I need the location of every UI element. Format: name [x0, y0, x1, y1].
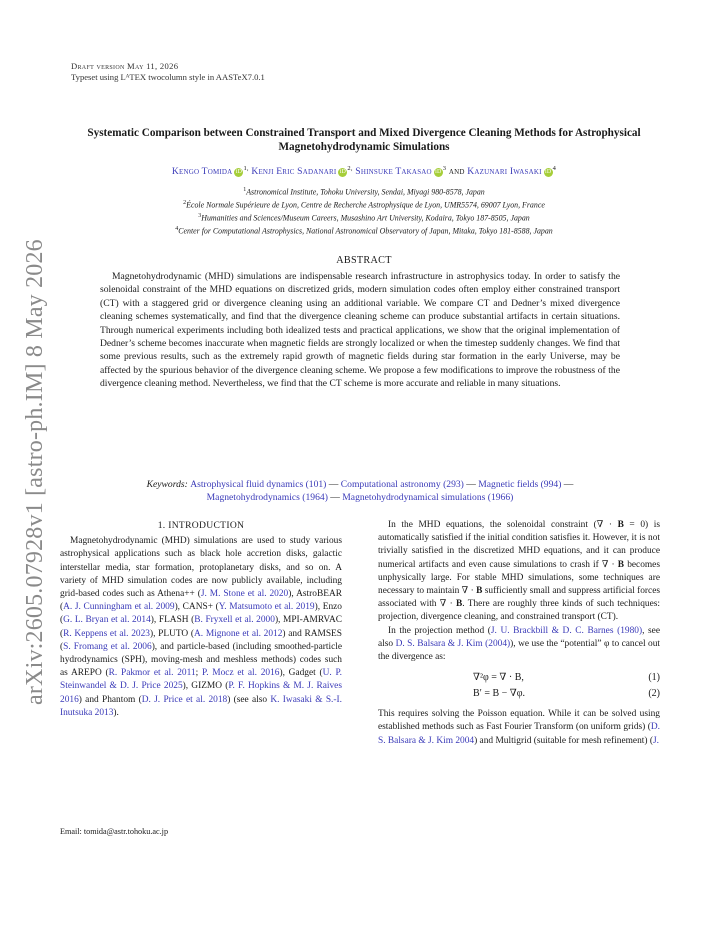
- corresponding-email[interactable]: Email: tomida@astr.tohoku.ac.jp: [60, 827, 169, 836]
- keywords-label: Keywords:: [146, 479, 191, 490]
- abstract-heading: ABSTRACT: [336, 255, 392, 266]
- citation-link[interactable]: A. J. Cunningham et al. 2009: [63, 602, 175, 613]
- citation-link[interactable]: P. F. Hopkins & M. J. Raives 2016: [60, 681, 342, 705]
- orcid-icon[interactable]: iD: [544, 169, 552, 176]
- citation-link[interactable]: D. S. Balsara & J. Kim (2004): [395, 638, 511, 649]
- affiliations: [60, 185, 668, 238]
- orcid-icon[interactable]: iD: [235, 169, 243, 176]
- author-affiliation-mark: 3: [442, 165, 447, 172]
- keyword-link[interactable]: Magnetohydrodynamics (1964): [206, 492, 328, 504]
- citation-link[interactable]: J. U. Brackbill & D. C. Barnes (1980): [490, 625, 643, 636]
- vector-symbol: B: [617, 520, 624, 530]
- intro-paragraph-2: In the MHD equations, the solenoidal constraint (∇ · B = 0) is automatically satisfied if the initial condition satisfies it. However, it is not trivially satisfied in the discretized MHD equations, and it can produce numerical artifacts and even cause simulations to crash if ∇ · B becomes unphysically large. For stable MHD simulations, some techniques are necessary to maintain ∇ · B sufficiently small and suppress artificial forces associated with ∇ · B. There are roughly three kinds of such techniques: projection, divergence cleaning, and constrained transport (CT).: [378, 520, 660, 623]
- affiliation-line: $^4$Center for Computational Astrophysics, National Astronomical Observatory of Japan, Mitaka, Tokyo 181-8588, Japan: [175, 226, 553, 236]
- right-column: [378, 519, 660, 748]
- author-name[interactable]: Shinsuke Takasao: [355, 166, 432, 178]
- citation-link[interactable]: J.: [652, 735, 659, 746]
- vector-symbol: B: [617, 559, 625, 570]
- affiliation-line: $^2$École Normale Supérieure de Lyon, Centre de Recherche Astrophysique de Lyon, UMR5574, 69007 Lyon, France: [183, 200, 545, 210]
- keyword-link[interactable]: Computational astronomy (293): [340, 479, 464, 490]
- author-and: and: [446, 166, 468, 178]
- intro-paragraph-4: This requires solving the Poisson equation. While it can be solved using established methods such as Fast Fourier Transform (on uniform grids) (D. S. Balsara & J. Kim 2004) and Multigrid (suitable for mesh refinement) (J.: [378, 709, 660, 746]
- equation-2: [378, 686, 660, 702]
- vector-symbol: B: [476, 586, 483, 597]
- affiliation-line: $^1$Astronomical Institute, Tohoku University, Sendai, Miyagi 980-8578, Japan: [243, 187, 485, 197]
- paper-title: Systematic Comparison between Constrained Transport and Mixed Divergence Cleaning Methods for Astrophysical Magnetohydrodynamic Simulations: [87, 127, 641, 153]
- equation-1-body: ∇²φ = ∇ · B,: [473, 672, 524, 684]
- citation-link[interactable]: D. J. Price et al. 2018: [141, 694, 228, 705]
- orcid-icon[interactable]: iD: [435, 169, 442, 176]
- citation-link[interactable]: P. Mocz et al. 2016: [202, 668, 280, 679]
- author-name[interactable]: Kenji Eric Sadanari: [251, 166, 337, 178]
- author-name[interactable]: Kazunari Iwasaki: [467, 166, 542, 178]
- equation-1: [378, 670, 660, 686]
- intro-paragraph-1: Magnetohydrodynamic (MHD) simulations are used to study various astrophysical applications such as black hole accretion disks, galactic interstellar media, star formation, protoplanetary disks, and so on. A variety of MHD simulation codes are now publicly available, including grid-based codes such as Athena++ (J. M. Stone et al. 2020), AstroBEAR (A. J. Cunningham et al. 2009), CANS+ (Y. Matsumoto et al. 2019), Enzo (G. L. Bryan et al. 2014), FLASH (B. Fryxell et al. 2000), MPI-AMRVAC (R. Keppens et al. 2023), PLUTO (A. Mignone et al. 2012) and RAMSES (S. Fromang et al. 2006), and particle-based (including smoothed-particle hydrodynamics (SPH), moving-mesh and meshless methods) codes such as AREPO (R. Pakmor et al. 2011; P. Mocz et al. 2016), Gadget (U. P. Steinwandel & D. J. Price 2025), GIZMO (P. F. Hopkins & M. J. Raives 2016) and Phantom (D. J. Price et al. 2018) (see also K. Iwasaki & S.-I. Inutsuka 2013).: [60, 536, 342, 718]
- vector-symbol: B: [456, 599, 463, 610]
- equation-2-body: B′ = B − ∇φ.: [473, 688, 526, 700]
- citation-link[interactable]: A. Mignone et al. 2012: [194, 628, 283, 639]
- citation-link[interactable]: K. Iwasaki & S.-I. Inutsuka 2013: [60, 694, 342, 718]
- orcid-icon[interactable]: iD: [339, 169, 347, 176]
- citation-link[interactable]: G. L. Bryan et al. 2014: [63, 615, 151, 626]
- author-affiliation-mark: 2,: [347, 165, 353, 172]
- author-affiliation-mark: 4: [552, 165, 557, 172]
- citation-link[interactable]: S. Fromang et al. 2006: [63, 641, 152, 652]
- author-name[interactable]: Kengo Tomida: [171, 166, 233, 178]
- citation-link[interactable]: J. M. Stone et al. 2020: [200, 589, 289, 600]
- citation-link[interactable]: B. Fryxell et al. 2000: [194, 615, 275, 626]
- draft-version: Draft version May 11, 2026: [71, 61, 179, 71]
- citation-link[interactable]: U. P. Steinwandel & D. J. Price 2025: [60, 668, 342, 692]
- affiliation-line: $^3$Humanities and Sciences/Museum Careers, Musashino Art University, Kodaira, Tokyo 187-8505, Japan: [198, 213, 530, 223]
- keyword-link[interactable]: Magnetic fields (994): [478, 479, 562, 490]
- author-affiliation-mark: 1,: [243, 165, 249, 172]
- citation-link[interactable]: R. Keppens et al. 2023: [63, 628, 150, 639]
- left-column: [60, 519, 342, 720]
- keyword-link[interactable]: Magnetohydrodynamical simulations (1966): [342, 492, 514, 504]
- typeset-note: Typeset using LᴬTEX twocolumn style in AASTeX7.0.1: [71, 72, 265, 82]
- abstract-text: Magnetohydrodynamic (MHD) simulations are indispensable research infrastructure in astrophysics today. In order to satisfy the solenoidal constraint of the MHD equations on discretized grids, modern simulation codes often employ either constrained transport (CT) with a staggered grid or divergence cleaning using an additional variable. We compare CT and Dedner’s mixed divergence cleaning schemes systematically, and find that the divergence cleaning scheme can produce substantial artifacts in certain situations. Through numerical experiments including both idealized tests and practical applications, we show that the original implementation of Dedner’s scheme becomes inaccurate when magnetic fields are strongly localized or when the timestep suddenly changes. We find that some previous results, such as the extremely rapid growth of magnetic fields during star formation in the early Universe, may be affected by the spurious behavior of the divergence cleaning scheme. We propose a few modifications to improve the robustness of the divergence cleaning method. Nevertheless, we find that the CT scheme is more accurate and reliable in many situations.: [100, 271, 620, 390]
- section-heading: 1. INTRODUCTION: [157, 520, 245, 531]
- citation-link[interactable]: D. S. Balsara & J. Kim 2004: [378, 722, 660, 746]
- keywords: Keywords: Astrophysical fluid dynamics (101) — Computational astronomy (293) — Magnetic fields (994) — Magnetohydrodynamics (1964) — Magnetohydrodynamical simulations (1966): [146, 479, 574, 504]
- arxiv-identifier[interactable]: arXiv:2605.07928v1 [astro-ph.IM] 8 May 2026: [22, 239, 48, 705]
- author-list: [60, 165, 668, 177]
- citation-link[interactable]: Y. Matsumoto et al. 2019: [218, 602, 315, 613]
- keyword-link[interactable]: Astrophysical fluid dynamics (101): [190, 479, 327, 490]
- draft-header: [71, 61, 265, 83]
- citation-link[interactable]: R. Pakmor et al. 2011: [108, 668, 196, 679]
- equation-1-number: (1): [648, 672, 660, 684]
- intro-paragraph-3: In the projection method (J. U. Brackbill & D. C. Barnes (1980), see also D. S. Balsara & J. Kim (2004)), we use the “potential” φ to cancel out the divergence as:: [378, 625, 660, 663]
- equation-2-number: (2): [648, 688, 660, 700]
